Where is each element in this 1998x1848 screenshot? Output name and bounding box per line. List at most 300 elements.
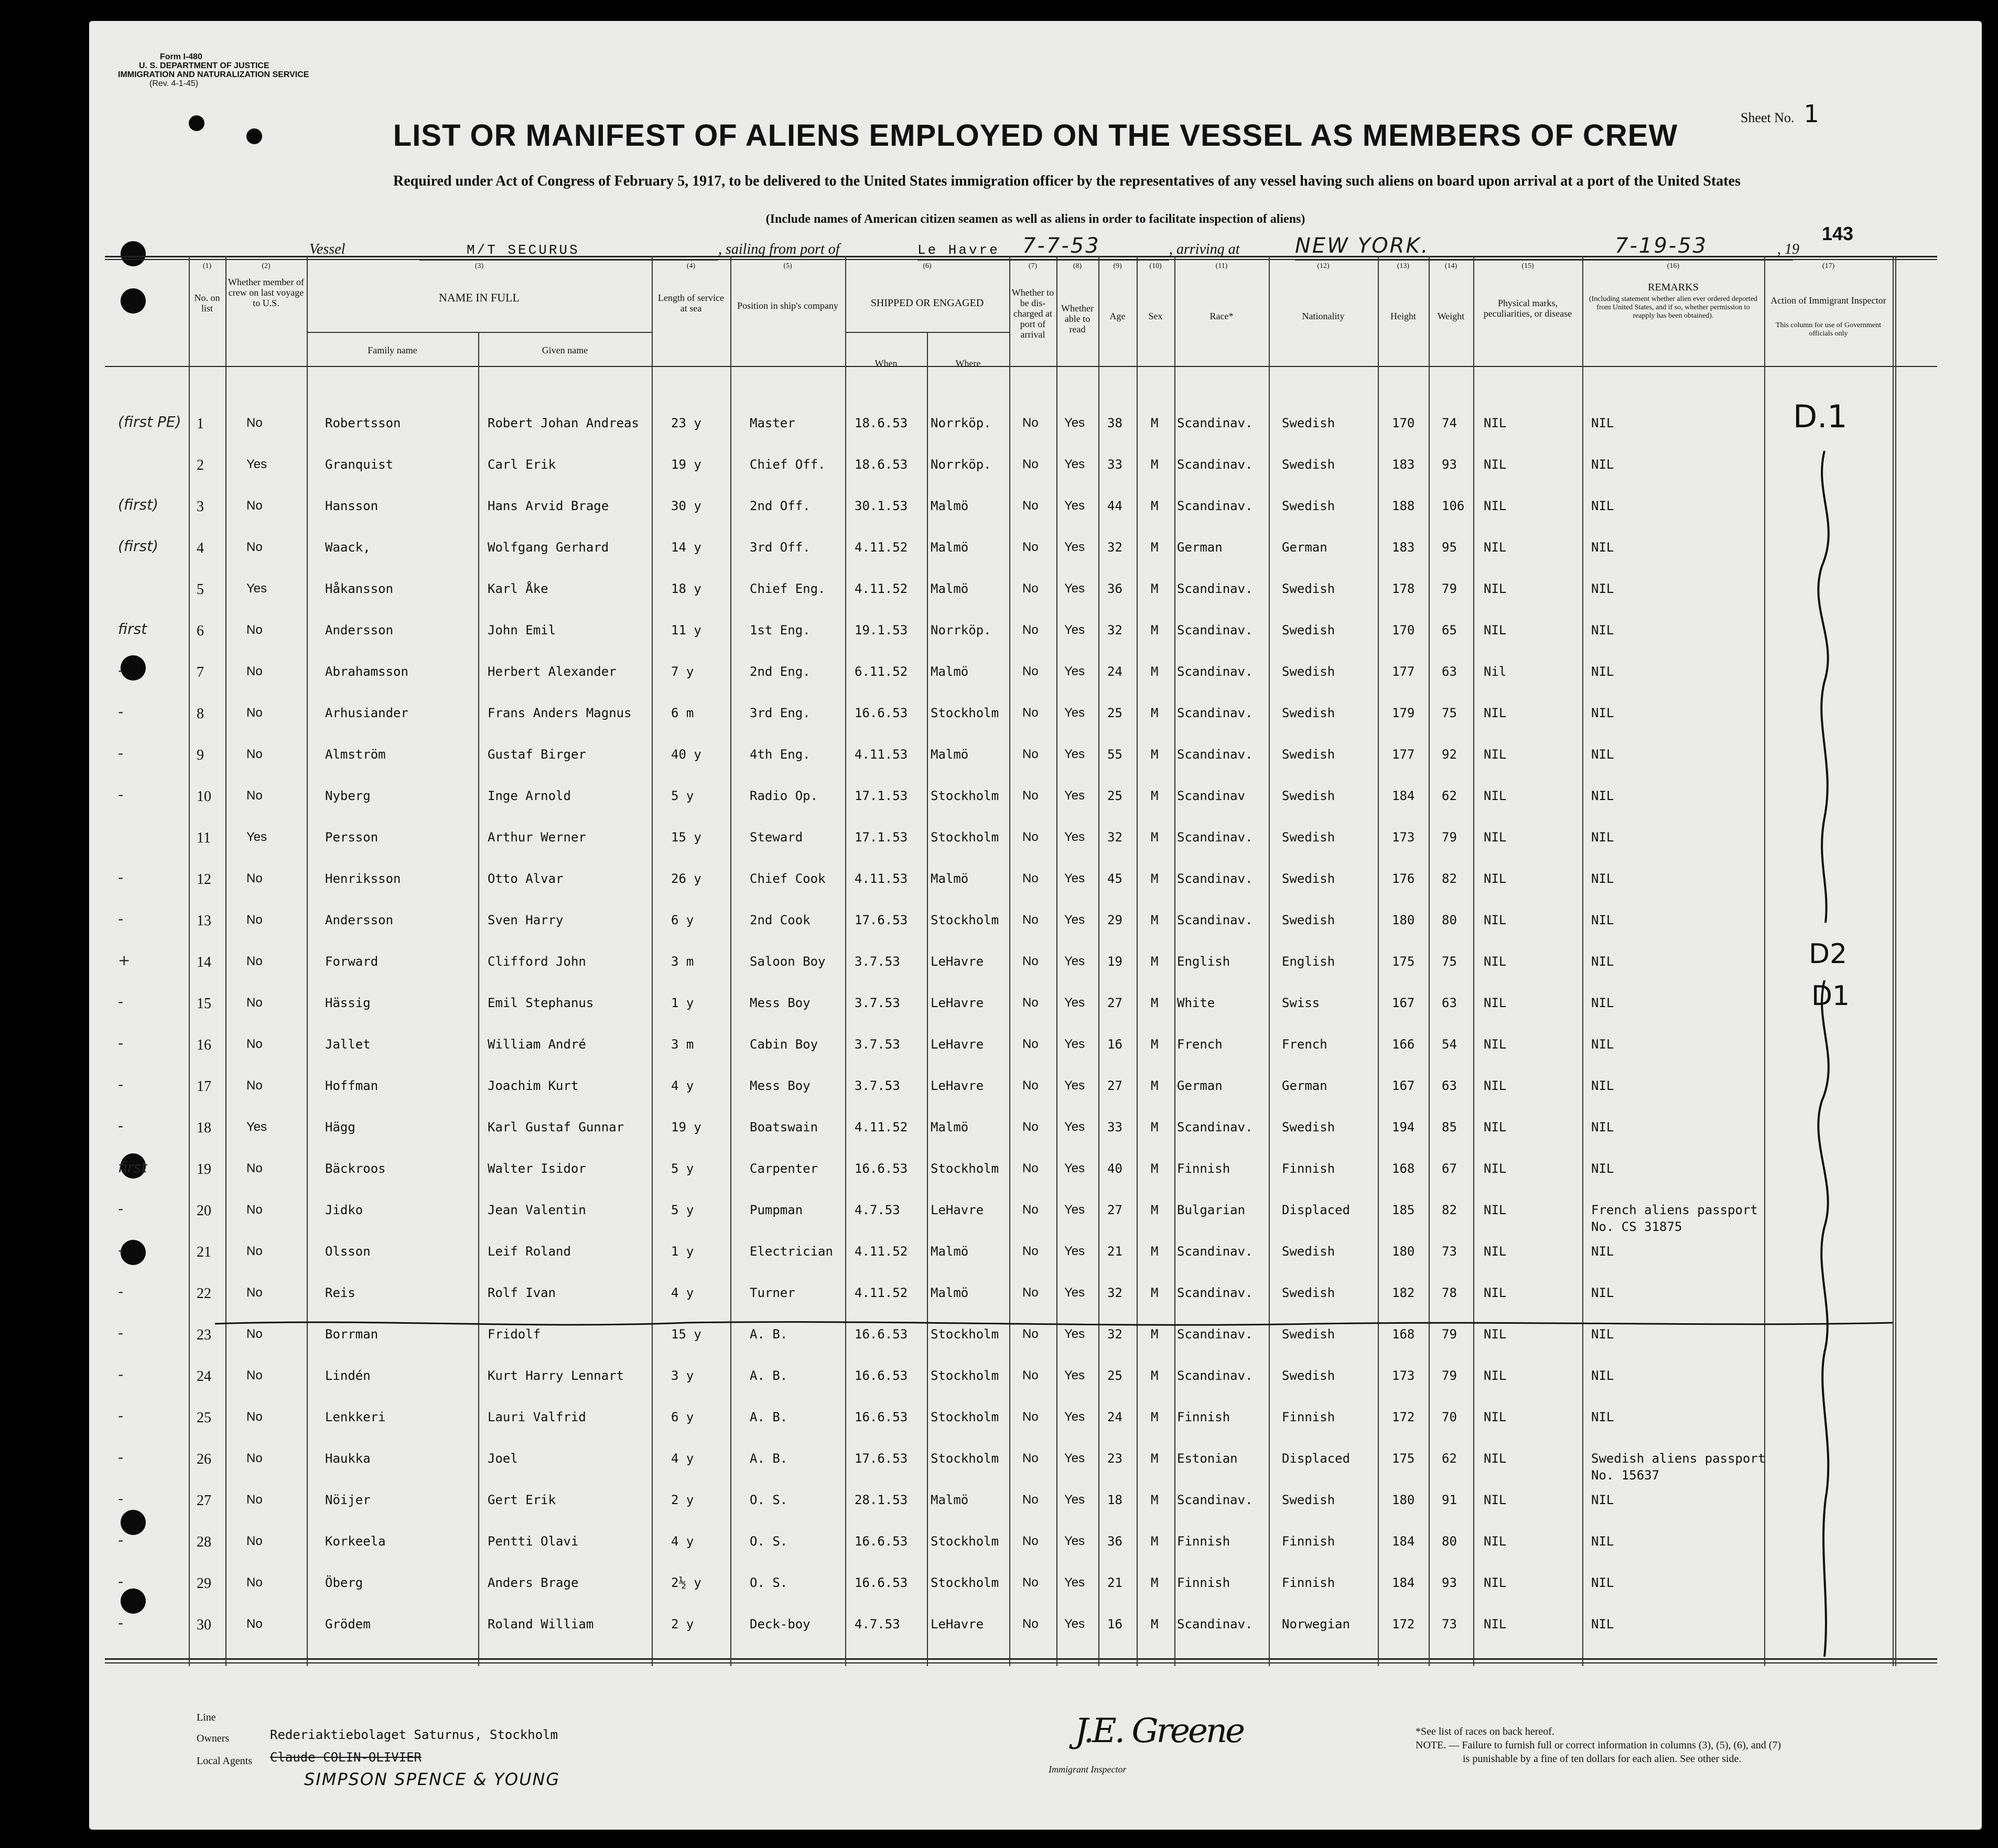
cell-last: No <box>246 1368 263 1382</box>
cell-disch: No <box>1022 623 1039 637</box>
cell-marks: NIL <box>1484 1368 1507 1383</box>
cell-remarks: NIL <box>1591 747 1614 762</box>
cell-when: 4.11.53 <box>855 747 908 762</box>
line-label: Line <box>197 1712 216 1723</box>
margin-annotation: - <box>118 910 124 927</box>
cell-remarks: NIL <box>1591 457 1614 472</box>
cell-remarks: NIL <box>1591 1534 1614 1549</box>
cell-no: 19 <box>197 1161 211 1177</box>
cell-race: Scandinav. <box>1177 623 1253 637</box>
cell-nat: Swedish <box>1282 457 1335 472</box>
cell-remarks: NIL <box>1591 913 1614 927</box>
cell-nat: Swedish <box>1282 1244 1335 1259</box>
cell-remarks: NIL <box>1591 581 1614 596</box>
cell-no: 21 <box>197 1244 211 1260</box>
cell-last: Yes <box>246 830 267 844</box>
cell-height: 177 <box>1392 664 1415 679</box>
inspector-label: Immigrant Inspector <box>1049 1764 1127 1775</box>
owners-label: Owners <box>197 1733 230 1744</box>
cell-last: No <box>246 1078 263 1093</box>
arriving-date: 7-19-53 <box>1615 234 1708 258</box>
cell-where: Malmö <box>931 1244 969 1259</box>
header-height: Height <box>1390 311 1416 321</box>
cell-read: Yes <box>1064 706 1085 720</box>
cell-weight: 70 <box>1442 1410 1457 1424</box>
cell-no: 2 <box>197 457 204 473</box>
cell-weight: 95 <box>1442 540 1457 555</box>
cell-when: 28.1.53 <box>855 1493 908 1507</box>
cell-no: 10 <box>197 788 211 805</box>
cell-sex: M <box>1151 1575 1159 1590</box>
cell-family: Grödem <box>325 1617 371 1631</box>
cell-last: No <box>246 1161 263 1175</box>
cell-height: 166 <box>1392 1037 1415 1052</box>
cell-service: 3 m <box>671 954 694 969</box>
cell-service: 1 y <box>671 1244 694 1259</box>
cell-service: 3 m <box>671 1037 694 1052</box>
margin-annotation: - <box>118 1324 124 1342</box>
stamp-number: 143 <box>1822 223 1854 244</box>
cell-given: Pentti Olavi <box>488 1534 579 1549</box>
sheet-label: Sheet No. <box>1741 110 1795 125</box>
cell-position: O. S. <box>750 1575 788 1590</box>
cell-position: A. B. <box>750 1327 788 1342</box>
agents-hand: SIMPSON SPENCE & YOUNG <box>304 1769 560 1789</box>
cell-disch: No <box>1022 1493 1039 1507</box>
cell-weight: 82 <box>1442 871 1457 886</box>
cell-age: 44 <box>1107 499 1122 513</box>
cell-nat: Swedish <box>1282 830 1335 845</box>
cell-last: No <box>246 1285 263 1300</box>
cell-family: Waack, <box>325 540 371 555</box>
cell-given: Jean Valentin <box>488 1203 586 1217</box>
cell-remarks: NIL <box>1591 416 1614 430</box>
cell-no: 25 <box>197 1410 211 1426</box>
cell-sex: M <box>1151 706 1159 720</box>
cell-age: 33 <box>1107 1120 1122 1134</box>
cell-service: 5 y <box>671 788 694 803</box>
cell-height: 194 <box>1392 1120 1415 1134</box>
margin-annotation: - <box>118 993 124 1010</box>
cell-weight: 75 <box>1442 706 1457 720</box>
cell-disch: No <box>1022 706 1039 720</box>
col13-number: (13) <box>1397 262 1410 270</box>
margin-annotation: - <box>118 744 124 762</box>
cell-given: Hans Arvid Brage <box>488 499 609 513</box>
cell-when: 19.1.53 <box>855 623 908 637</box>
cell-position: 2nd Eng. <box>750 664 811 679</box>
header-inspector-sub: This column for use of Government officials only <box>1775 321 1881 338</box>
cell-marks: NIL <box>1484 499 1507 513</box>
cell-sex: M <box>1151 1617 1159 1631</box>
cell-race: Finnish <box>1177 1410 1230 1424</box>
cell-age: 25 <box>1107 1368 1122 1383</box>
col7-number: (7) <box>1028 262 1038 270</box>
margin-annotation: - <box>118 1531 124 1549</box>
cell-read: Yes <box>1064 623 1085 637</box>
cell-marks: NIL <box>1484 1285 1507 1300</box>
header-given-name: Given name <box>542 345 588 355</box>
cell-sex: M <box>1151 1327 1159 1342</box>
cell-service: 15 y <box>671 1327 701 1342</box>
margin-annotation: - <box>118 1200 124 1217</box>
cell-read: Yes <box>1064 664 1085 678</box>
cell-race: Bulgarian <box>1177 1203 1246 1217</box>
cell-remarks: NIL <box>1591 1244 1614 1259</box>
cell-read: Yes <box>1064 1451 1085 1465</box>
cell-race: Scandinav <box>1177 788 1246 803</box>
cell-height: 167 <box>1392 996 1415 1010</box>
cell-given: Robert Johan Andreas <box>488 416 639 430</box>
cell-age: 36 <box>1107 581 1122 596</box>
cell-nat: Displaced <box>1282 1451 1351 1466</box>
cell-height: 180 <box>1392 1244 1415 1259</box>
margin-annotation: - <box>118 1407 124 1424</box>
cell-remarks: NIL <box>1591 788 1614 803</box>
cell-service: 23 y <box>671 416 701 430</box>
cell-disch: No <box>1022 830 1039 844</box>
cell-where: Malmö <box>931 871 969 886</box>
cell-service: 2½ y <box>671 1575 701 1590</box>
cell-age: 27 <box>1107 1078 1122 1093</box>
cell-last: No <box>246 1451 263 1465</box>
margin-annotation: (first) <box>118 537 159 555</box>
cell-read: Yes <box>1064 788 1085 803</box>
cell-where: Stockholm <box>931 1368 999 1383</box>
cell-weight: 75 <box>1442 954 1457 969</box>
cell-last: Yes <box>246 1120 267 1134</box>
cell-weight: 79 <box>1442 581 1457 596</box>
cell-disch: No <box>1022 788 1039 803</box>
header-inspector-action: Action of Immigrant Inspector <box>1770 295 1886 306</box>
col16-number: (16) <box>1667 262 1680 270</box>
cell-marks: NIL <box>1484 581 1507 596</box>
cell-family: Hägg <box>325 1120 355 1134</box>
cell-no: 20 <box>197 1203 211 1219</box>
cell-position: Saloon Boy <box>750 954 826 969</box>
cell-sex: M <box>1151 913 1159 927</box>
header-able-read: Whether able to read <box>1061 303 1094 334</box>
cell-remarks: NIL <box>1591 623 1614 637</box>
cell-marks: Nil <box>1484 664 1507 679</box>
cell-nat: Finnish <box>1282 1410 1335 1424</box>
cell-service: 14 y <box>671 540 701 555</box>
cell-remarks: French aliens passport <box>1591 1203 1758 1217</box>
margin-annotation: (first PE) <box>118 413 181 430</box>
cell-weight: 79 <box>1442 1327 1457 1342</box>
cell-disch: No <box>1022 996 1039 1010</box>
cell-age: 24 <box>1107 1410 1122 1424</box>
cell-sex: M <box>1151 1120 1159 1134</box>
cell-position: O. S. <box>750 1534 788 1549</box>
cell-read: Yes <box>1064 1493 1085 1507</box>
cell-age: 32 <box>1107 1285 1122 1300</box>
cell-no: 3 <box>197 499 204 515</box>
cell-sex: M <box>1151 416 1159 430</box>
cell-when: 4.11.52 <box>855 581 908 596</box>
cell-read: Yes <box>1064 1244 1085 1258</box>
cell-read: Yes <box>1064 457 1085 471</box>
col12-number: (12) <box>1317 262 1330 270</box>
cell-age: 27 <box>1107 996 1122 1010</box>
inspector-mark-d1-mid: D1 <box>1811 980 1850 1012</box>
header-shipped: SHIPPED OR ENGAGED <box>870 297 984 309</box>
cell-given: Joachim Kurt <box>488 1078 579 1093</box>
cell-remarks: NIL <box>1591 871 1614 886</box>
cell-last: No <box>246 623 263 637</box>
cell-family: Persson <box>325 830 379 845</box>
margin-annotation: (first) <box>118 496 159 513</box>
cell-last: Yes <box>246 581 267 596</box>
cell-given: Otto Alvar <box>488 871 564 886</box>
cell-family: Lindén <box>325 1368 371 1383</box>
cell-when: 3.7.53 <box>855 954 900 969</box>
cell-family: Robertsson <box>325 416 401 430</box>
cell-given: Frans Anders Magnus <box>488 706 632 720</box>
note-fine: is punishable by a fine of ten dollars for each alien. See other side. <box>1463 1753 1742 1765</box>
cell-remarks: Swedish aliens passport <box>1591 1451 1766 1466</box>
cell-read: Yes <box>1064 1368 1085 1382</box>
col8-number: (8) <box>1073 262 1082 270</box>
margin-annotation: + <box>118 952 131 969</box>
cell-given: Joel <box>488 1451 518 1466</box>
cell-age: 45 <box>1107 871 1122 886</box>
cell-weight: 93 <box>1442 457 1457 472</box>
cell-when: 16.6.53 <box>855 706 908 720</box>
cell-family: Hässig <box>325 996 371 1010</box>
cell-no: 28 <box>197 1534 211 1550</box>
cell-height: 185 <box>1392 1203 1415 1217</box>
cell-disch: No <box>1022 1078 1039 1093</box>
header-nationality: Nationality <box>1302 311 1345 321</box>
cell-given: Rolf Ivan <box>488 1285 556 1300</box>
cell-given: Sven Harry <box>488 913 564 927</box>
cell-nat: Swedish <box>1282 499 1335 513</box>
cell-position: Radio Op. <box>750 788 818 803</box>
cell-position: Pumpman <box>750 1203 803 1217</box>
cell-nat: Swedish <box>1282 1327 1335 1342</box>
cell-family: Jallet <box>325 1037 371 1052</box>
cell-remarks: NIL <box>1591 1617 1614 1631</box>
cell-given: Gustaf Birger <box>488 747 586 762</box>
cell-where: Malmö <box>931 664 969 679</box>
page-title: LIST OR MANIFEST OF ALIENS EMPLOYED ON THE VESSEL AS MEMBERS OF CREW <box>393 118 1678 153</box>
header-last-voyage: Whether member of crew on last voyage to U.S. <box>228 277 304 308</box>
cell-age: 29 <box>1107 913 1122 927</box>
cell-where: Malmö <box>931 747 969 762</box>
note-failure: NOTE. — Failure to furnish full or correct information in columns (3), (5), (6), and (7) <box>1416 1739 1781 1751</box>
cell-last: No <box>246 954 263 968</box>
cell-service: 26 y <box>671 871 701 886</box>
cell-disch: No <box>1022 416 1039 430</box>
cell-position: Master <box>750 416 795 430</box>
cell-remarks: NIL <box>1591 1368 1614 1383</box>
cell-last: No <box>246 913 263 927</box>
cell-age: 36 <box>1107 1534 1122 1549</box>
cell-age: 33 <box>1107 457 1122 472</box>
manifest-sheet <box>89 21 1982 1830</box>
cell-age: 16 <box>1107 1617 1122 1631</box>
col15-number: (15) <box>1521 262 1534 270</box>
cell-height: 172 <box>1392 1410 1415 1424</box>
cell-given: Lauri Valfrid <box>488 1410 586 1424</box>
cell-service: 30 y <box>671 499 701 513</box>
cell-marks: NIL <box>1484 457 1507 472</box>
cell-position: O. S. <box>750 1493 788 1507</box>
cell-when: 17.1.53 <box>855 788 908 803</box>
cell-family: Haukka <box>325 1451 371 1466</box>
inspector-wavy-line <box>1793 451 1861 1667</box>
cell-position: Boatswain <box>750 1120 818 1134</box>
cell-marks: NIL <box>1484 1078 1507 1093</box>
form-rev: (Rev. 4-1-45) <box>149 79 199 88</box>
cell-weight: 93 <box>1442 1575 1457 1590</box>
cell-marks: NIL <box>1484 871 1507 886</box>
cell-no: 14 <box>197 954 211 970</box>
margin-annotation: first <box>118 1159 147 1176</box>
cell-remarks: NIL <box>1591 1120 1614 1134</box>
cell-family: Hoffman <box>325 1078 379 1093</box>
cell-height: 176 <box>1392 871 1415 886</box>
header-age: Age <box>1109 311 1126 321</box>
cell-remarks: NIL <box>1591 1161 1614 1176</box>
cell-nat: Swedish <box>1282 871 1335 886</box>
cell-weight: 74 <box>1442 416 1457 430</box>
cell-read: Yes <box>1064 1575 1085 1590</box>
cell-race: Scandinav. <box>1177 706 1253 720</box>
cell-disch: No <box>1022 1617 1039 1631</box>
cell-nat: Finnish <box>1282 1575 1335 1590</box>
cell-position: 3rd Off. <box>750 540 811 555</box>
cell-disch: No <box>1022 747 1039 761</box>
cell-given: Carl Erik <box>488 457 556 472</box>
col6-number: (6) <box>923 262 932 270</box>
cell-sex: M <box>1151 996 1159 1010</box>
cell-race: Finnish <box>1177 1161 1230 1176</box>
cell-sex: M <box>1151 954 1159 969</box>
cell-disch: No <box>1022 457 1039 471</box>
cell-no: 26 <box>197 1451 211 1467</box>
cell-read: Yes <box>1064 581 1085 596</box>
cell-where: Stockholm <box>931 830 999 845</box>
cell-service: 2 y <box>671 1617 694 1631</box>
cell-where: Stockholm <box>931 1575 999 1590</box>
cell-given: Herbert Alexander <box>488 664 617 679</box>
cell-nat: Swedish <box>1282 1120 1335 1134</box>
cell-weight: 63 <box>1442 996 1457 1010</box>
form-dept: U. S. DEPARTMENT OF JUSTICE <box>139 61 269 70</box>
cell-given: Inge Arnold <box>488 788 571 803</box>
cell-where: Norrköp. <box>931 457 991 472</box>
cell-where: Stockholm <box>931 1534 999 1549</box>
inspector-mark-d1: D.1 <box>1793 398 1848 435</box>
cell-sex: M <box>1151 830 1159 845</box>
cell-family: Olsson <box>325 1244 371 1259</box>
cell-age: 25 <box>1107 706 1122 720</box>
cell-position: A. B. <box>750 1368 788 1383</box>
col10-number: (10) <box>1149 262 1162 270</box>
cell-given: Kurt Harry Lennart <box>488 1368 624 1383</box>
cell-where: LeHavre <box>931 1078 984 1093</box>
cell-remarks: NIL <box>1591 664 1614 679</box>
cell-position: 2nd Cook <box>750 913 811 927</box>
cell-age: 21 <box>1107 1244 1122 1259</box>
cell-weight: 78 <box>1442 1285 1457 1300</box>
col17-number: (17) <box>1822 262 1835 270</box>
cell-family: Öberg <box>325 1575 363 1590</box>
margin-annotation: - <box>118 869 124 886</box>
cell-remarks-line2: No. 15637 <box>1591 1468 1660 1483</box>
cell-when: 18.6.53 <box>855 457 908 472</box>
cell-race: Scandinav. <box>1177 1327 1253 1342</box>
cell-last: No <box>246 996 263 1010</box>
cell-service: 4 y <box>671 1451 694 1466</box>
owners-value: Rederiaktiebolaget Saturnus, Stockholm <box>270 1727 558 1742</box>
margin-annotation: - <box>118 1573 124 1590</box>
margin-annotation: - <box>118 1241 124 1259</box>
cell-sex: M <box>1151 1203 1159 1217</box>
cell-family: Nöijer <box>325 1493 371 1507</box>
cell-when: 4.7.53 <box>855 1617 900 1631</box>
cell-remarks: NIL <box>1591 540 1614 555</box>
cell-no: 18 <box>197 1120 211 1136</box>
cell-nat: French <box>1282 1037 1327 1052</box>
cell-nat: Swedish <box>1282 623 1335 637</box>
cell-last: No <box>246 1493 263 1507</box>
cell-age: 27 <box>1107 1203 1122 1217</box>
cell-where: LeHavre <box>931 1617 984 1631</box>
cell-age: 23 <box>1107 1451 1122 1466</box>
sheet-number-value: 1 <box>1803 100 1819 128</box>
cell-marks: NIL <box>1484 788 1507 803</box>
cell-age: 40 <box>1107 1161 1122 1176</box>
cell-where: LeHavre <box>931 1203 984 1217</box>
footer-note <box>1416 1725 1781 1766</box>
cell-disch: No <box>1022 954 1039 968</box>
cell-disch: No <box>1022 913 1039 927</box>
cell-read: Yes <box>1064 540 1085 554</box>
cell-sex: M <box>1151 1078 1159 1093</box>
cell-marks: NIL <box>1484 1161 1507 1176</box>
cell-weight: 79 <box>1442 830 1457 845</box>
cell-age: 16 <box>1107 1037 1122 1052</box>
cell-height: 167 <box>1392 1078 1415 1093</box>
cell-when: 6.11.52 <box>855 664 908 679</box>
cell-position: Mess Boy <box>750 996 811 1010</box>
cell-family: Nyberg <box>325 788 371 803</box>
cell-last: No <box>246 788 263 803</box>
cell-read: Yes <box>1064 499 1085 513</box>
cell-remarks: NIL <box>1591 706 1614 720</box>
cell-nat: German <box>1282 1078 1327 1093</box>
cell-no: 13 <box>197 913 211 929</box>
cell-family: Korkeela <box>325 1534 386 1549</box>
cell-last: No <box>246 706 263 720</box>
cell-read: Yes <box>1064 1617 1085 1631</box>
header-remarks-sub: (Including statement whether alien ever ordered deported from United States, and if so, whether permission to reapply has been obtained). <box>1589 295 1758 320</box>
cell-where: Malmö <box>931 1493 969 1507</box>
cell-no: 24 <box>197 1368 211 1385</box>
cell-remarks: NIL <box>1591 954 1614 969</box>
cell-last: No <box>246 416 263 430</box>
cell-where: Stockholm <box>931 706 999 720</box>
cell-service: 4 y <box>671 1534 694 1549</box>
cell-sex: M <box>1151 871 1159 886</box>
cell-height: 184 <box>1392 1575 1415 1590</box>
sailing-date-hand: 7-7-53 <box>1022 234 1100 258</box>
cell-last: No <box>246 1203 263 1217</box>
cell-read: Yes <box>1064 954 1085 968</box>
